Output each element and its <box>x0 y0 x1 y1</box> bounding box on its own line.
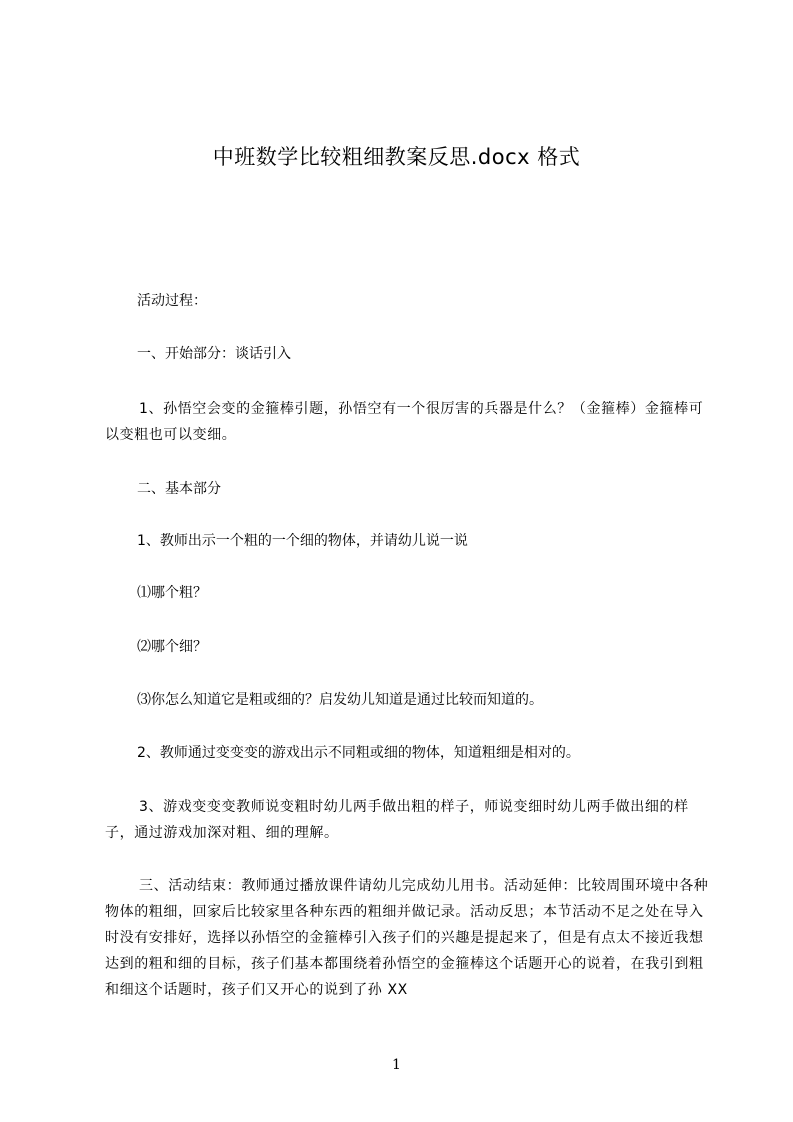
paragraph-basic-item-1: 1、教师出示一个粗的一个细的物体，并请幼儿说一说 <box>137 533 468 549</box>
paragraph-basic-item-2: 2、教师通过变变变的游戏出示不同粗或细的物体，知道粗细是相对的。 <box>137 745 580 761</box>
paragraph-section-ending: 三、活动结束：教师通过播放课件请幼儿完成幼儿用书。活动延伸：比较周围环境中各种物体的粗细，回家后比较家里各种东西的粗细并做记录。活动反思；本节活动不足之处在导入时没有安排好，选择以孙悟空的金箍棒引入孩子们的兴趣是提起来了，但是有点太不接近我想达到的粗和细的目标，孩子们基本都围绕着孙悟空的金箍棒这个话题开心的说着，在我引到粗和细这个话题时，孩子们又开心的说到了孙 XX <box>105 878 709 998</box>
paragraph-activity-process: 活动过程： <box>137 293 207 309</box>
paragraph-question-2: ⑵哪个细？ <box>137 639 207 655</box>
paragraph-basic-item-3: 3、游戏变变变教师说变粗时幼儿两手做出粗的样子，师说变细时幼儿两手做出细的样子，通过游戏加深对粗、细的理解。 <box>105 799 689 841</box>
paragraph-question-3: ⑶你怎么知道它是粗或细的？启发幼儿知道是通过比较而知道的。 <box>137 692 543 708</box>
paragraph-opening-item-1: 1、孙悟空会变的金箍棒引题，孙悟空有一个很厉害的兵器是什么？（金箍棒）金箍棒可以变粗也可以变细。 <box>105 401 704 443</box>
paragraph-section-basic: 二、基本部分 <box>137 481 221 497</box>
paragraph-question-1: ⑴哪个粗？ <box>137 585 207 601</box>
document-title: 中班数学比较粗细教案反思.docx 格式 <box>212 145 581 169</box>
paragraph-section-opening: 一、开始部分：谈话引入 <box>137 346 291 362</box>
page-number: 1 <box>392 1057 401 1073</box>
